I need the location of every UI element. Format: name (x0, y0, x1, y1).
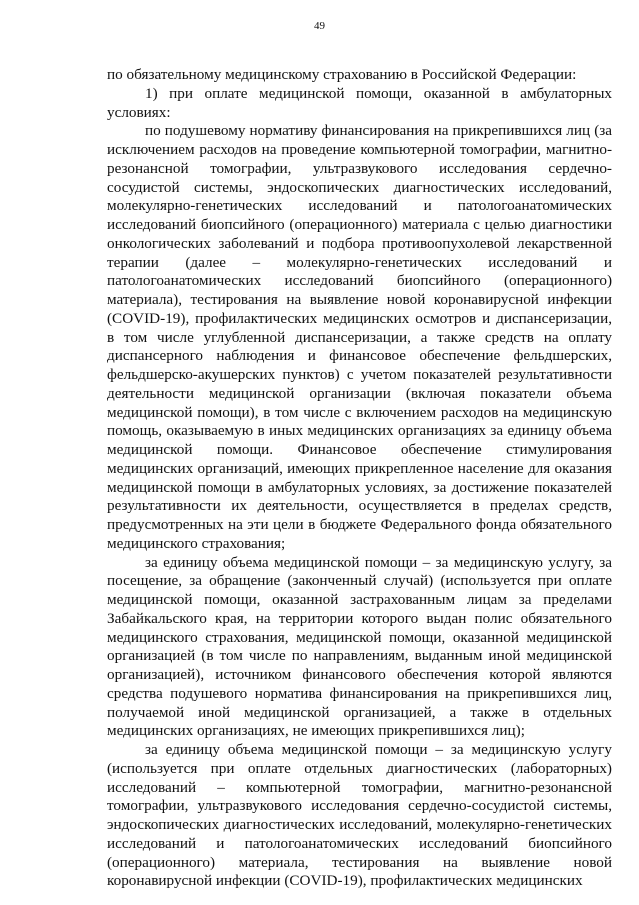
paragraph-intro: по обязательному медицинскому страхованию в Российской Федерации: (107, 66, 577, 83)
paragraph-per-unit-service: за единицу объема медицинской помощи – за медицинскую услугу (используется при оплате отдельных диагностических (лабораторных) исследований – компьютерной томографии, магнитно-резонансной томографии, ультразвукового исследования сердечно-сосудистой системы, эндоскопических диагностических исследований, молекулярно-генетических исследований и патологоанатомических исследований биопсийного (операционного) материала, тестирования на выявление новой коронавирусной инфекции (COVID-19), профилактических медицинских (107, 741, 612, 890)
paragraph-per-unit-visit: за единицу объема медицинской помощи – за медицинскую услугу, за посещение, за обращение (законченный случай) (используется при оплате медицинской помощи, оказанной застрахованным лицам за пределами Забайкальского края, на территории которого выдан полис обязательного медицинского страхования, медицинской помощи, оказанной медицинской организацией (в том числе по направлениям, выданным иной медицинской организацией), источником финансового обеспечения которой являются средства подушевого норматива финансирования на прикрепившихся лиц, получаемой иной медицинской организацией, а также в отдельных медицинских организациях, не имеющих прикрепившихся лиц); (107, 553, 612, 740)
paragraph-per-capita: по подушевому нормативу финансирования на прикрепившихся лиц (за исключением расходов на проведение компьютерной томографии, магнитно-резонансной томографии, ультразвукового исследования сердечно-сосудистой системы, эндоскопических диагностических исследований, молекулярно-генетических исследований и патологоанатомических исследований биопсийного (операционного) материала с целью диагностики онкологических заболеваний и подбора противоопухолевой лекарственной терапии (далее – молекулярно-генетических исследований и патологоанатомических исследований биопсийного (операционного) материала), тестирования на выявление новой коронавирусной инфекции (COVID-19), профилактических медицинских осмотров и диспансеризации, в том числе углубленной диспансеризации, а также средств на оплату диспансерного наблюдения и финансовое обеспечение фельдшерских, фельдшерско-акушерских пунктов) с учетом показателей результативности деятельности медицинской организации (включая показатели объема медицинской помощи), в том числе с включением расходов на медицинскую помощь, оказываемую в иных медицинских организациях за единицу объема медицинской помощи. Финансовое обеспечение стимулирования медицинских организаций, имеющих прикрепленное население для оказания медицинской помощи в амбулаторных условиях, за достижение показателей результативности их деятельности, осуществляется в пределах средств, предусмотренных на эти цели в бюджете Федерального фонда обязательного медицинского страхования; (107, 122, 612, 552)
paragraph-item-1: 1) при оплате медицинской помощи, оказанной в амбулаторных условиях: (107, 84, 612, 121)
page-number: 49 (314, 20, 325, 32)
document-body (107, 66, 612, 891)
